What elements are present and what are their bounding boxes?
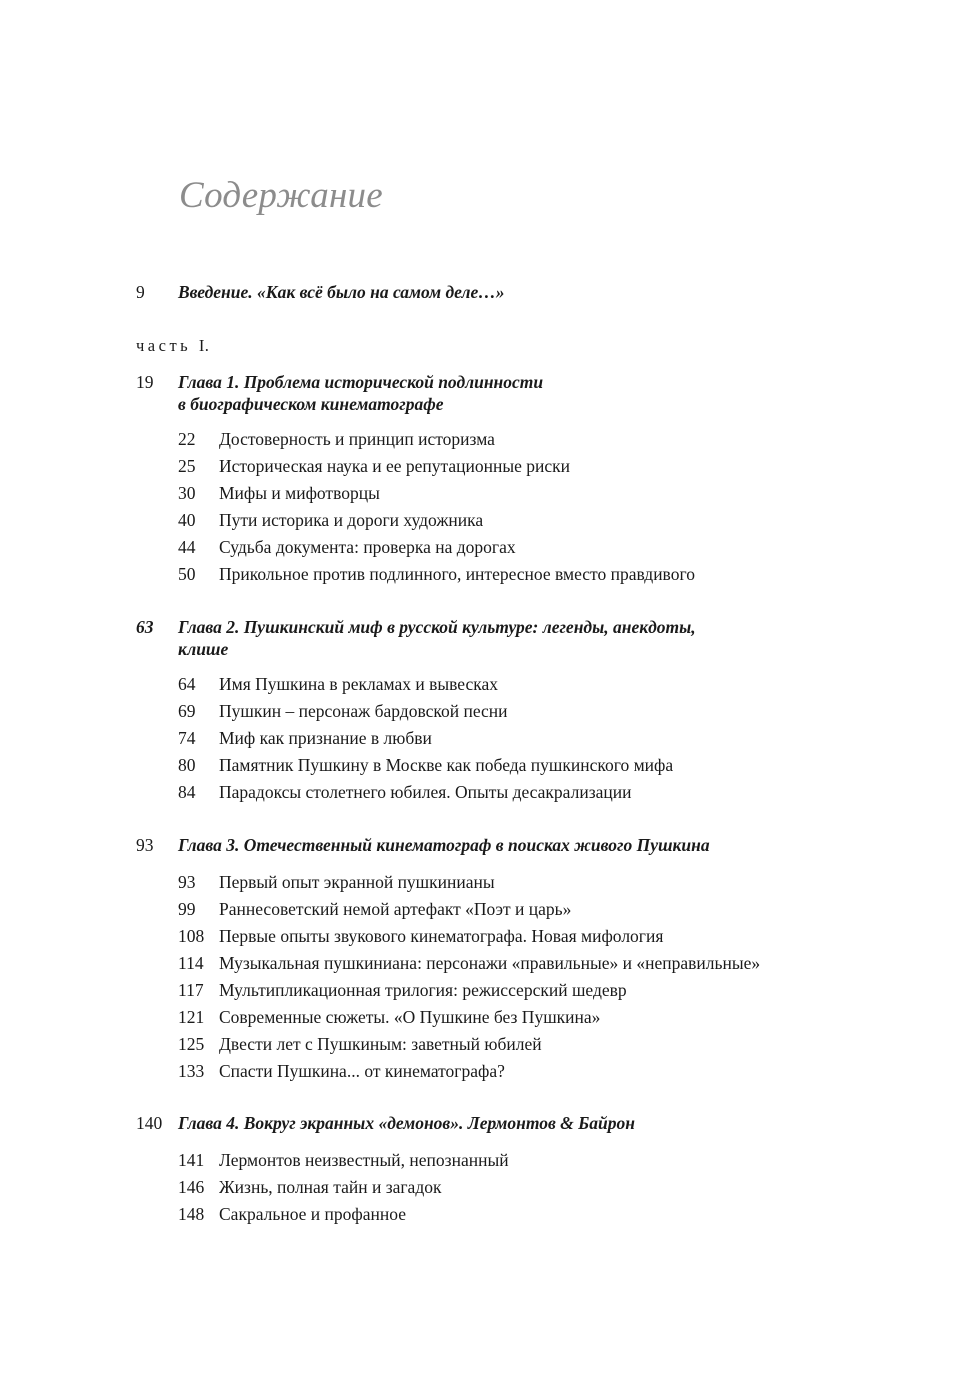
section-title: Музыкальная пушкиниана: персонажи «правильные» и «неправильные» xyxy=(219,953,761,973)
intro-title: Введение. «Как всё было на самом деле…» xyxy=(178,282,505,302)
toc-section[interactable] xyxy=(0,1176,975,1203)
section-title: Первые опыты звукового кинематографа. Новая мифология xyxy=(219,926,664,946)
section-title: Пути историка и дороги художника xyxy=(219,510,484,530)
section-page-number: 114 xyxy=(178,953,204,973)
section-page-number: 64 xyxy=(178,674,196,694)
chapter-3-sections xyxy=(0,871,975,1087)
section-page-number: 30 xyxy=(178,483,196,503)
chapter-2-title-line-2: клише xyxy=(178,639,229,659)
toc-section[interactable] xyxy=(0,952,975,979)
section-title: Пушкин – персонаж бардовской песни xyxy=(219,701,508,721)
section-title: Лермонтов неизвестный, непознанный xyxy=(219,1150,509,1170)
section-page-number: 69 xyxy=(178,701,196,721)
section-page-number: 121 xyxy=(178,1007,205,1027)
chapter-3-page-number: 93 xyxy=(136,835,154,855)
section-title: Жизнь, полная тайн и загадок xyxy=(219,1177,442,1197)
toc-section[interactable] xyxy=(0,727,975,754)
section-title: Раннесоветский немой артефакт «Поэт и царь» xyxy=(219,899,572,919)
toc-section[interactable] xyxy=(0,428,975,455)
section-title: Мультипликационная трилогия: режиссерский шедевр xyxy=(219,980,627,1000)
part-label xyxy=(136,336,209,356)
section-page-number: 84 xyxy=(178,782,196,802)
section-page-number: 141 xyxy=(178,1150,205,1170)
section-title: Памятник Пушкину в Москве как победа пушкинского мифа xyxy=(219,755,674,775)
section-page-number: 44 xyxy=(178,537,196,557)
section-title: Мифы и мифотворцы xyxy=(219,483,380,503)
intro-page-number: 9 xyxy=(136,282,145,302)
chapter-1-title-line-1: Глава 1. Проблема исторической подлинности xyxy=(178,372,544,392)
section-title: Миф как признание в любви xyxy=(219,728,432,748)
toc-section[interactable] xyxy=(0,673,975,700)
section-title: Спасти Пушкина... от кинематографа? xyxy=(219,1061,505,1081)
toc-section[interactable] xyxy=(0,871,975,898)
section-title: Парадоксы столетнего юбилея. Опыты десакрализации xyxy=(219,782,632,802)
section-page-number: 146 xyxy=(178,1177,205,1197)
section-page-number: 93 xyxy=(178,872,196,892)
chapter-2-title xyxy=(178,616,818,660)
chapter-2-sections xyxy=(0,673,975,808)
chapter-1-title-line-2: в биографическом кинематографе xyxy=(178,394,444,414)
section-title: Историческая наука и ее репутационные риски xyxy=(219,456,571,476)
section-title: Прикольное против подлинного, интересное вместо правдивого xyxy=(219,564,695,584)
section-page-number: 40 xyxy=(178,510,196,530)
section-page-number: 133 xyxy=(178,1061,205,1081)
toc-section[interactable] xyxy=(0,482,975,509)
toc-section[interactable] xyxy=(0,1006,975,1033)
section-page-number: 99 xyxy=(178,899,196,919)
toc-section[interactable] xyxy=(0,898,975,925)
section-page-number: 25 xyxy=(178,456,196,476)
toc-section[interactable] xyxy=(0,509,975,536)
toc-section[interactable] xyxy=(0,1033,975,1060)
section-page-number: 80 xyxy=(178,755,196,775)
toc-section[interactable] xyxy=(0,455,975,482)
section-title: Достоверность и принцип историзма xyxy=(219,429,495,449)
chapter-3-title: Глава 3. Отечественный кинематограф в поисках живого Пушкина xyxy=(178,835,710,855)
toc-section[interactable] xyxy=(0,754,975,781)
chapter-2-page-number: 63 xyxy=(136,617,154,637)
section-page-number: 22 xyxy=(178,429,196,449)
chapter-4-sections xyxy=(0,1149,975,1230)
section-title: Сакральное и профанное xyxy=(219,1204,406,1224)
page-title: Содержание xyxy=(179,175,383,216)
chapter-4-page-number: 140 xyxy=(136,1113,163,1133)
chapter-1-title xyxy=(178,371,818,415)
toc-section[interactable] xyxy=(0,563,975,590)
section-page-number: 125 xyxy=(178,1034,205,1054)
toc-section[interactable] xyxy=(0,925,975,952)
chapter-1-page-number: 19 xyxy=(136,372,154,392)
chapter-4-title: Глава 4. Вокруг экранных «демонов». Лермонтов & Байрон xyxy=(178,1113,635,1133)
chapter-2-title-line-1: Глава 2. Пушкинский миф в русской культуре: легенды, анекдоты, xyxy=(178,617,696,637)
section-title: Современные сюжеты. «О Пушкине без Пушкина» xyxy=(219,1007,601,1027)
part-number: I. xyxy=(198,336,210,355)
part-word: часть xyxy=(136,336,192,355)
section-page-number: 108 xyxy=(178,926,205,946)
section-title: Первый опыт экранной пушкинианы xyxy=(219,872,495,892)
toc-section[interactable] xyxy=(0,700,975,727)
toc-section[interactable] xyxy=(0,781,975,808)
section-page-number: 148 xyxy=(178,1204,205,1224)
toc-section[interactable] xyxy=(0,1203,975,1230)
section-title: Имя Пушкина в рекламах и вывесках xyxy=(219,674,499,694)
toc-section[interactable] xyxy=(0,536,975,563)
toc-section[interactable] xyxy=(0,979,975,1006)
section-page-number: 50 xyxy=(178,564,196,584)
section-title: Двести лет с Пушкиным: заветный юбилей xyxy=(219,1034,542,1054)
section-title: Судьба документа: проверка на дорогах xyxy=(219,537,516,557)
section-page-number: 74 xyxy=(178,728,196,748)
section-page-number: 117 xyxy=(178,980,204,1000)
chapter-1-sections xyxy=(0,428,975,590)
toc-section[interactable] xyxy=(0,1149,975,1176)
toc-section[interactable] xyxy=(0,1060,975,1087)
